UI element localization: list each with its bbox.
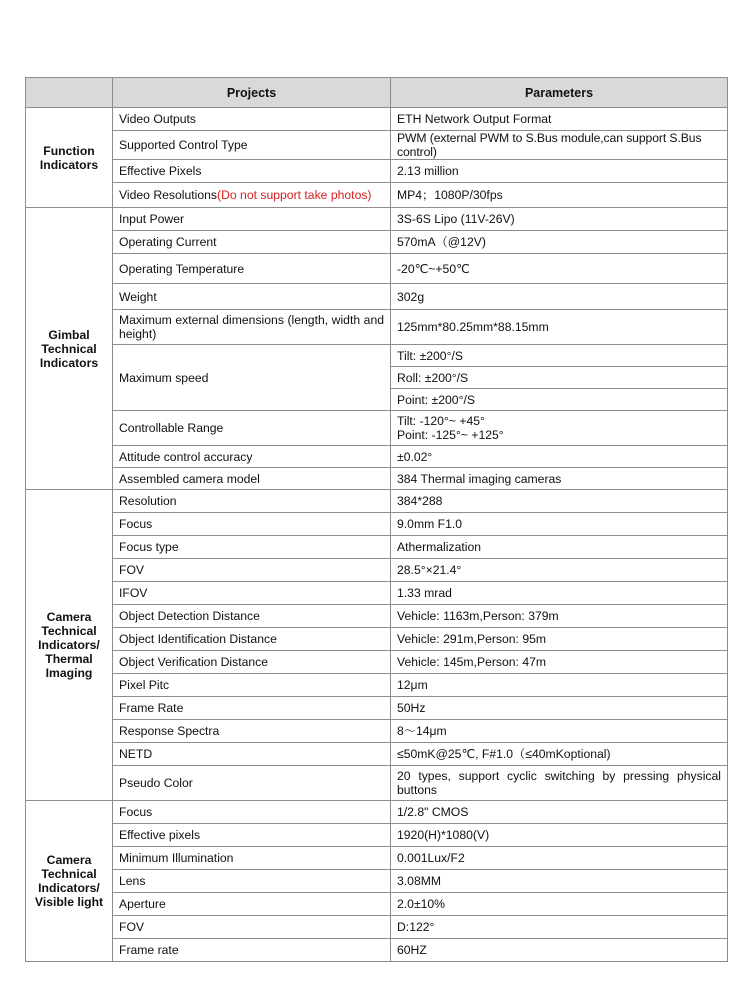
param-value: Athermalization: [391, 536, 728, 559]
param-name-text: Video Resolutions: [119, 188, 218, 202]
param-name: Supported Control Type: [113, 131, 391, 160]
param-name: Controllable Range: [113, 411, 391, 446]
param-name: Focus: [113, 513, 391, 536]
table-row: [26, 893, 728, 916]
param-name: Focus type: [113, 536, 391, 559]
param-value: Vehicle: 291m,Person: 95m: [391, 628, 728, 651]
table-row: [26, 801, 728, 824]
param-name: Input Power: [113, 208, 391, 231]
param-name: Object Verification Distance: [113, 651, 391, 674]
table-row: [26, 536, 728, 559]
param-value: 50Hz: [391, 697, 728, 720]
table-row: [26, 231, 728, 254]
param-value: 3S-6S Lipo (11V-26V): [391, 208, 728, 231]
param-name: Assembled camera model: [113, 468, 391, 490]
param-value: 3.08MM: [391, 870, 728, 893]
param-name: IFOV: [113, 582, 391, 605]
param-name: Operating Temperature: [113, 254, 391, 284]
table-row: [26, 743, 728, 766]
param-name: Frame rate: [113, 939, 391, 962]
table-row: [26, 847, 728, 870]
param-name: Resolution: [113, 490, 391, 513]
table-row: [26, 310, 728, 345]
param-value: 9.0mm F1.0: [391, 513, 728, 536]
table-row: [26, 284, 728, 310]
table-row: [26, 108, 728, 131]
photo-warning-note: (Do not support take photos): [217, 188, 372, 202]
header-row: [26, 78, 728, 108]
table-row: [26, 513, 728, 536]
param-value: 125mm*80.25mm*88.15mm: [391, 310, 728, 345]
header-cell-blank: [26, 78, 113, 108]
param-name: Attitude control accuracy: [113, 446, 391, 468]
param-value: [391, 411, 728, 446]
param-name: Focus: [113, 801, 391, 824]
param-value: 2.0±10%: [391, 893, 728, 916]
param-value: MP4；1080P/30fps: [391, 183, 728, 208]
table-row: [26, 824, 728, 847]
param-name: NETD: [113, 743, 391, 766]
param-name: Maximum external dimensions (length, width and height): [113, 310, 391, 345]
param-value: 28.5°×21.4°: [391, 559, 728, 582]
param-value: Vehicle: 1163m,Person: 379m: [391, 605, 728, 628]
group-label-thermal: Camera Technical Indicators/ Thermal Imaging: [26, 490, 113, 801]
param-value: ≤50mK@25℃, F#1.0（≤40mKoptional): [391, 743, 728, 766]
table-row: [26, 720, 728, 743]
param-value: Roll: ±200°/S: [391, 367, 728, 389]
table-row: [26, 559, 728, 582]
header-parameters: Parameters: [391, 78, 728, 108]
table-row: [26, 490, 728, 513]
param-value: 384 Thermal imaging cameras: [391, 468, 728, 490]
param-name: Operating Current: [113, 231, 391, 254]
param-value: 302g: [391, 284, 728, 310]
param-name: Effective pixels: [113, 824, 391, 847]
param-value: -20℃~+50℃: [391, 254, 728, 284]
param-name: [113, 183, 391, 208]
param-value: 1.33 mrad: [391, 582, 728, 605]
table-row: [26, 939, 728, 962]
param-name: Maximum speed: [113, 345, 391, 411]
table-row: [26, 605, 728, 628]
param-name: Lens: [113, 870, 391, 893]
param-name: Pixel Pitc: [113, 674, 391, 697]
table-row: [26, 254, 728, 284]
table-row: [26, 651, 728, 674]
param-name: Object Identification Distance: [113, 628, 391, 651]
table-row: [26, 131, 728, 160]
table-row: [26, 411, 728, 446]
param-name: Frame Rate: [113, 697, 391, 720]
param-value: 1/2.8" CMOS: [391, 801, 728, 824]
param-name: Pseudo Color: [113, 766, 391, 801]
spec-table: [25, 77, 728, 962]
table-row: [26, 674, 728, 697]
table-row: [26, 208, 728, 231]
param-value: 2.13 million: [391, 160, 728, 183]
table-row: [26, 345, 728, 367]
table-row: [26, 697, 728, 720]
group-label-visible: Camera Technical Indicators/ Visible light: [26, 801, 113, 962]
param-value: PWM (external PWM to S.Bus module,can support S.Bus control): [391, 131, 728, 160]
table-row: [26, 446, 728, 468]
table-row: [26, 582, 728, 605]
group-label-function: Function Indicators: [26, 108, 113, 208]
param-value: 384*288: [391, 490, 728, 513]
param-name: Video Outputs: [113, 108, 391, 131]
param-value: 60HZ: [391, 939, 728, 962]
value-line: Tilt: -120°~ +45°: [397, 414, 485, 428]
param-value: D:122°: [391, 916, 728, 939]
param-name: Aperture: [113, 893, 391, 916]
table-row: [26, 916, 728, 939]
param-value: 0.001Lux/F2: [391, 847, 728, 870]
param-value: 12μm: [391, 674, 728, 697]
param-value: 8～14μm: [391, 720, 728, 743]
table-row: [26, 160, 728, 183]
param-value: ±0.02°: [391, 446, 728, 468]
param-value: 20 types, support cyclic switching by pressing physical buttons: [391, 766, 728, 801]
param-name: FOV: [113, 916, 391, 939]
param-value: Tilt: ±200°/S: [391, 345, 728, 367]
table-row: [26, 870, 728, 893]
param-name: FOV: [113, 559, 391, 582]
param-name: Effective Pixels: [113, 160, 391, 183]
value-line: Point: -125°~ +125°: [397, 428, 504, 442]
param-name: Weight: [113, 284, 391, 310]
param-name: Object Detection Distance: [113, 605, 391, 628]
table-row: [26, 766, 728, 801]
param-value: ETH Network Output Format: [391, 108, 728, 131]
param-name: Minimum Illumination: [113, 847, 391, 870]
param-value: Point: ±200°/S: [391, 389, 728, 411]
table-row: [26, 183, 728, 208]
header-projects: Projects: [113, 78, 391, 108]
param-value: Vehicle: 145m,Person: 47m: [391, 651, 728, 674]
param-name: Response Spectra: [113, 720, 391, 743]
table-row: [26, 628, 728, 651]
group-label-gimbal: Gimbal Technical Indicators: [26, 208, 113, 490]
param-value: 570mA（@12V): [391, 231, 728, 254]
table-row: [26, 468, 728, 490]
param-value: 1920(H)*1080(V): [391, 824, 728, 847]
